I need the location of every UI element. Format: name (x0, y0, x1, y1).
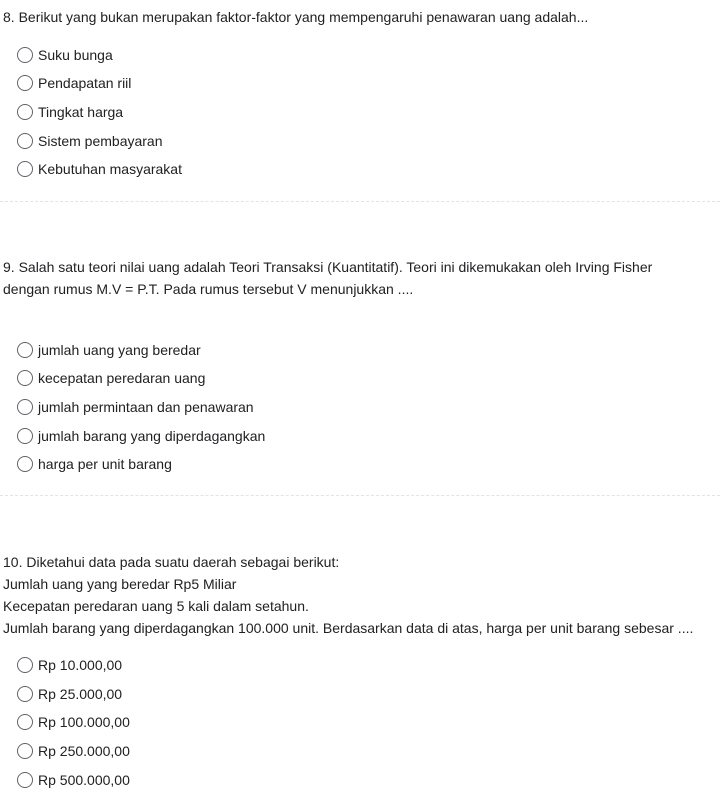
option-b[interactable] (17, 368, 205, 388)
option-a[interactable] (17, 340, 201, 360)
radio-button[interactable] (17, 399, 33, 415)
option-label: Rp 25.000,00 (38, 686, 123, 702)
section-divider (0, 495, 720, 496)
option-label: Tingkat harga (38, 104, 124, 120)
radio-button[interactable] (17, 104, 33, 120)
radio-button[interactable] (17, 657, 33, 673)
option-e[interactable] (17, 770, 130, 790)
option-label: kecepatan peredaran uang (38, 370, 206, 386)
option-label: Sistem pembayaran (38, 133, 163, 149)
section-divider (0, 201, 720, 202)
option-label: Suku bunga (38, 47, 113, 63)
option-c[interactable] (17, 102, 123, 122)
question-text-line: Kecepatan peredaran uang 5 kali dalam setahun. (3, 598, 309, 614)
radio-button[interactable] (17, 161, 33, 177)
radio-button[interactable] (17, 342, 33, 358)
option-label: Pendapatan riil (38, 75, 132, 91)
radio-button[interactable] (17, 75, 33, 91)
option-a[interactable] (17, 45, 113, 65)
radio-button[interactable] (17, 428, 33, 444)
option-e[interactable] (17, 159, 182, 179)
option-label: jumlah uang yang beredar (38, 342, 201, 358)
option-b[interactable] (17, 684, 122, 704)
radio-button[interactable] (17, 456, 33, 472)
option-label: Rp 250.000,00 (38, 743, 130, 759)
radio-button[interactable] (17, 743, 33, 759)
radio-button[interactable] (17, 370, 33, 386)
option-label: jumlah barang yang diperdagangkan (38, 428, 266, 444)
option-label: Rp 10.000,00 (38, 657, 123, 673)
radio-button[interactable] (17, 686, 33, 702)
option-d[interactable] (17, 131, 163, 151)
option-label: jumlah permintaan dan penawaran (38, 399, 254, 415)
question-text (3, 6, 720, 28)
option-label: Rp 100.000,00 (38, 714, 130, 730)
question-text-line: Jumlah barang yang diperdagangkan 100.000 unit. Berdasarkan data di atas, harga per unit barang sebesar .... (3, 620, 694, 636)
option-label: harga per unit barang (38, 456, 172, 472)
option-d[interactable] (17, 426, 265, 446)
question-text-line: Jumlah uang yang beredar Rp5 Miliar (3, 576, 237, 592)
option-a[interactable] (17, 655, 122, 675)
option-c[interactable] (17, 712, 130, 732)
question-text-line: 10. Diketahui data pada suatu daerah sebagai berikut: (3, 554, 340, 570)
option-d[interactable] (17, 741, 130, 761)
radio-button[interactable] (17, 772, 33, 788)
radio-button[interactable] (17, 133, 33, 149)
option-label: Rp 500.000,00 (38, 772, 130, 788)
question-text-line: 9. Salah satu teori nilai uang adalah Teori Transaksi (Kuantitatif). Teori ini dikemukakan oleh Irving Fisher (3, 259, 653, 275)
option-c[interactable] (17, 397, 254, 417)
question-text-line: dengan rumus M.V = P.T. Pada rumus tersebut V menunjukkan .... (3, 281, 414, 297)
question-text-line: 8. Berikut yang bukan merupakan faktor-faktor yang mempengaruhi penawaran uang adalah... (3, 9, 589, 25)
option-e[interactable] (17, 454, 172, 474)
question-text (3, 551, 720, 639)
question-text (3, 256, 720, 300)
radio-button[interactable] (17, 714, 33, 730)
radio-button[interactable] (17, 47, 33, 63)
option-label: Kebutuhan masyarakat (38, 161, 182, 177)
option-b[interactable] (17, 73, 131, 93)
